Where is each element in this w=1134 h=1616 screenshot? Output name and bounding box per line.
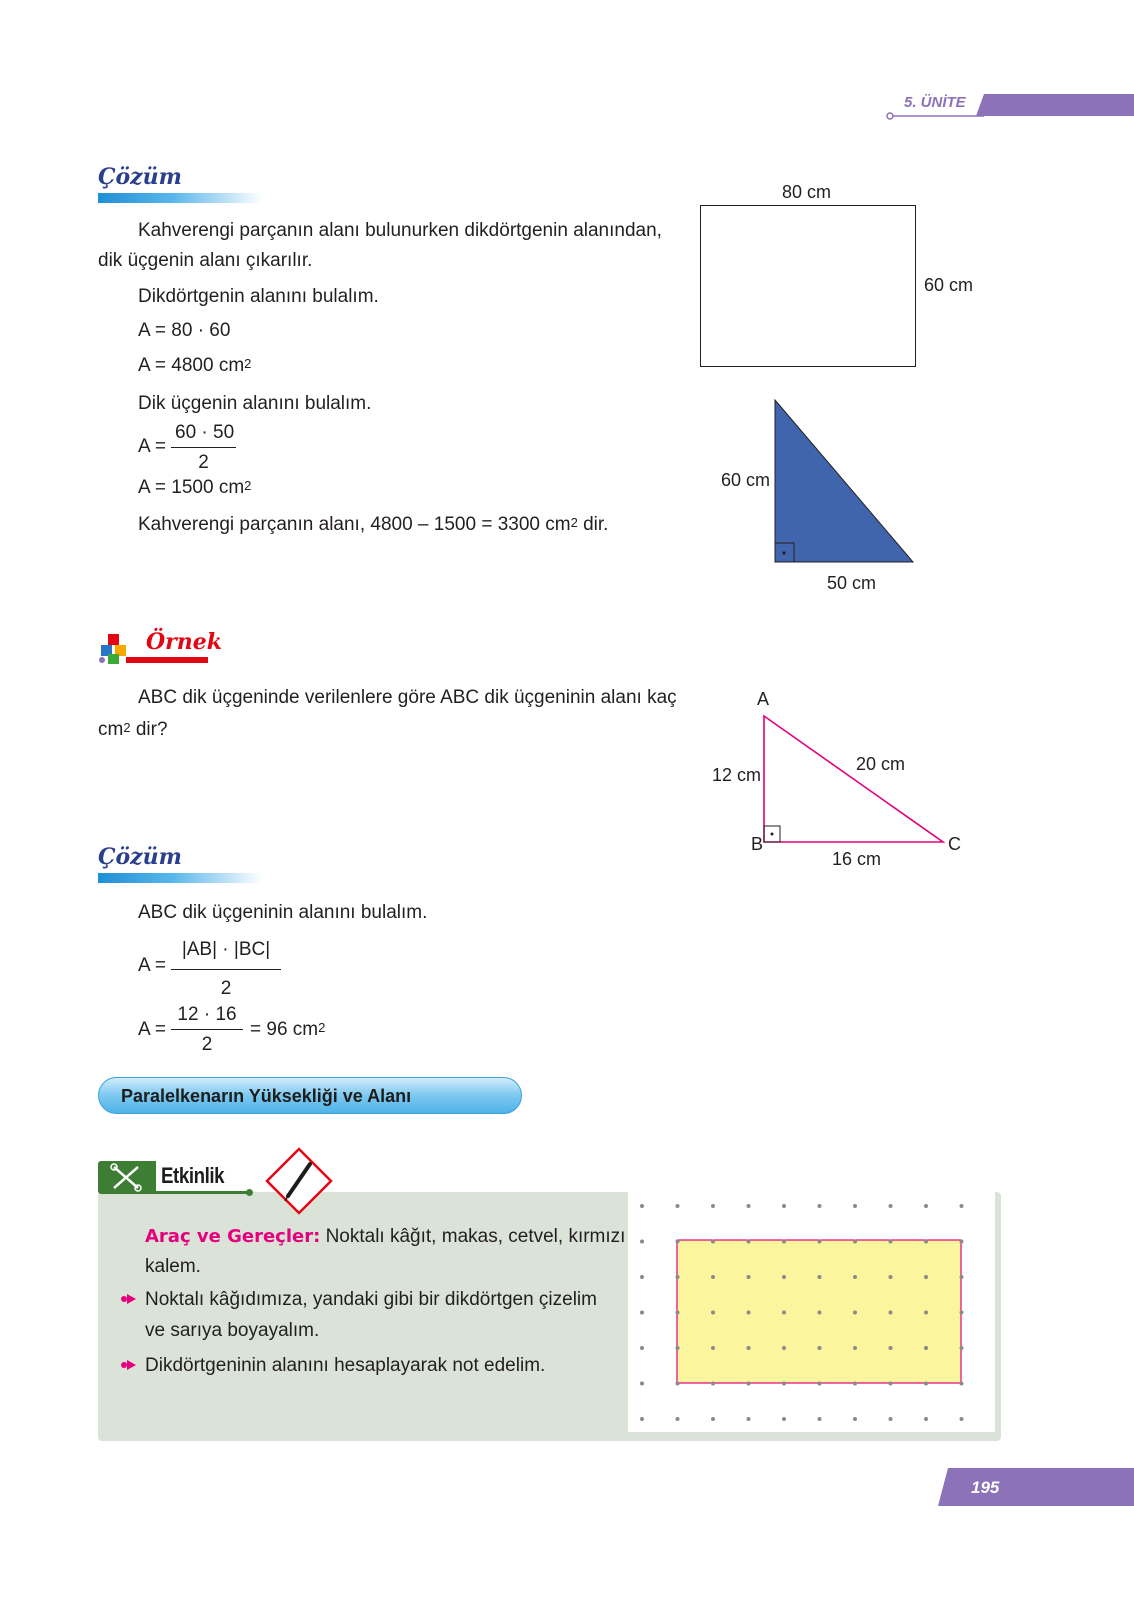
grid-dot — [747, 1346, 751, 1350]
grid-dot — [640, 1382, 644, 1386]
solution2-heading-underline — [98, 873, 263, 883]
solution-heading-underline — [98, 193, 263, 203]
tools-icon — [98, 1161, 156, 1194]
grid-dot — [924, 1204, 928, 1208]
grid-dot — [924, 1240, 928, 1244]
grid-dot — [889, 1382, 893, 1386]
grid-dot — [640, 1346, 644, 1350]
grid-dot — [676, 1240, 680, 1244]
grid-dot — [889, 1417, 893, 1421]
page-number: 195 — [971, 1478, 1000, 1497]
solution1-intro-line2: dik üçgenin alanı çıkarılır. — [98, 250, 313, 271]
fraction-numerator: 60 · 50 — [171, 422, 236, 448]
abc-triangle — [760, 712, 960, 852]
grid-dot — [676, 1275, 680, 1279]
tri1-height-label: 60 cm — [721, 470, 771, 490]
right-angle-dot — [782, 551, 785, 554]
solution1-eq3-lhs: A = — [138, 436, 166, 457]
grid-dot — [853, 1311, 857, 1315]
activity-badge-dot — [246, 1189, 253, 1196]
rect-height-label: 60 cm — [924, 275, 974, 295]
grid-dot — [924, 1311, 928, 1315]
solution1-step2: Dik üçgenin alanını bulalım. — [138, 393, 372, 414]
fraction-numerator: 12 · 16 — [171, 1004, 243, 1030]
grid-dot — [960, 1311, 964, 1315]
grid-dot — [818, 1204, 822, 1208]
solution2-eq1-lhs: A = — [138, 955, 166, 976]
grid-dot — [711, 1417, 715, 1421]
rect-width-label: 80 cm — [782, 182, 832, 202]
abc-triangle-outline — [764, 716, 943, 842]
vertex-a-label: A — [757, 689, 770, 709]
grid-dot — [640, 1417, 644, 1421]
grid-dot — [782, 1382, 786, 1386]
grid-dot — [782, 1240, 786, 1244]
solution2-eq2-lhs: A = — [138, 1019, 166, 1040]
solution1-result: Kahverengi parçanın alanı, 4800 – 1500 = 3300 $cm^2$ dir. — [138, 514, 609, 535]
solution2-eq2-rhs: = 96 $cm^2$ — [250, 1019, 326, 1040]
grid-dot — [853, 1204, 857, 1208]
tri1-base-label: 50 cm — [827, 573, 877, 593]
grid-dot — [747, 1417, 751, 1421]
grid-dot — [889, 1204, 893, 1208]
solution1-eq1: A = 80 · 60 — [138, 320, 231, 341]
grid-dot — [853, 1275, 857, 1279]
unit-tab — [884, 90, 1134, 120]
page-tab-shape — [938, 1468, 1134, 1506]
grid-dot — [960, 1382, 964, 1386]
example-question-line1: ABC dik üçgeninde verilenlere göre ABC dik üçgeninin alanı kaç — [138, 687, 677, 708]
grid-dot — [960, 1417, 964, 1421]
right-angle-dot — [771, 833, 774, 836]
vertex-b-label: B — [751, 834, 764, 854]
dot-paper — [628, 1192, 995, 1432]
grid-dot — [711, 1275, 715, 1279]
fraction-denominator: 2 — [220, 978, 232, 999]
grid-dot — [711, 1311, 715, 1315]
side-ab-label: 12 cm — [712, 765, 762, 785]
grid-dot — [853, 1346, 857, 1350]
activity-badge-icon-box — [98, 1161, 156, 1194]
example-heading-underline — [126, 657, 208, 663]
activity-badge-underline — [156, 1191, 250, 1194]
grid-dot — [747, 1382, 751, 1386]
grid-dot — [640, 1311, 644, 1315]
example-question-line2: $cm^2$ dir? — [98, 719, 168, 740]
solution1-eq2: A = 4800 $cm^2$ — [138, 355, 252, 376]
rectangle-figure — [700, 205, 916, 367]
side-ac-label: 20 cm — [856, 754, 906, 774]
bullet-arrow-icon — [120, 1359, 138, 1371]
grid-dot — [782, 1275, 786, 1279]
grid-dot — [747, 1311, 751, 1315]
grid-dot — [924, 1382, 928, 1386]
solution1-intro-line1: Kahverengi parçanın alanı bulunurken dikdörtgenin alanından, — [138, 220, 662, 241]
solution2-step: ABC dik üçgeninin alanını bulalım. — [138, 902, 428, 923]
grid-dot — [747, 1275, 751, 1279]
pen-warning-icon — [264, 1146, 334, 1216]
grid-dot — [889, 1275, 893, 1279]
bullet1-line2: ve sarıya boyayalım. — [145, 1320, 320, 1341]
solution-heading: Çözüm — [98, 164, 182, 190]
right-triangle-blue — [770, 395, 920, 570]
grid-dot — [747, 1204, 751, 1208]
section-title: Paralelkenarın Yüksekliği ve Alanı — [121, 1086, 412, 1106]
grid-dot — [782, 1346, 786, 1350]
fraction-denominator: 2 — [201, 1034, 213, 1055]
grid-dot — [711, 1204, 715, 1208]
grid-dot — [711, 1382, 715, 1386]
solution1-eq3-fraction — [171, 422, 236, 474]
tools-text: Noktalı kâğıt, makas, cetvel, kırmızı — [325, 1226, 626, 1247]
bullet2: Dikdörtgeninin alanını hesaplayarak not edelim. — [145, 1355, 546, 1376]
grid-dot — [924, 1275, 928, 1279]
solution2-eq1-fraction — [171, 939, 281, 1000]
grid-dot — [640, 1204, 644, 1208]
triangle-fill — [775, 400, 913, 562]
activity-badge: Etkinlik — [161, 1163, 225, 1188]
grid-dot — [676, 1417, 680, 1421]
grid-dot — [960, 1275, 964, 1279]
unit-label: 5. ÜNİTE — [904, 94, 966, 111]
grid-dot — [676, 1382, 680, 1386]
grid-dot — [640, 1275, 644, 1279]
grid-dot — [924, 1346, 928, 1350]
grid-dot — [889, 1346, 893, 1350]
bullet-arrow-icon — [120, 1293, 138, 1305]
solution1-step1: Dikdörtgenin alanını bulalım. — [138, 286, 379, 307]
grid-dot — [676, 1204, 680, 1208]
grid-dot — [676, 1311, 680, 1315]
grid-dot — [711, 1346, 715, 1350]
side-bc-label: 16 cm — [832, 849, 882, 869]
grid-dot — [676, 1346, 680, 1350]
solution2-heading: Çözüm — [98, 844, 182, 870]
grid-dot — [889, 1311, 893, 1315]
grid-dot — [818, 1382, 822, 1386]
section-banner — [98, 1077, 522, 1114]
grid-dot — [818, 1240, 822, 1244]
fraction-denominator: 2 — [198, 452, 209, 473]
grid-dot — [818, 1417, 822, 1421]
grid-dot — [853, 1417, 857, 1421]
solution2-eq2-fraction — [171, 1004, 243, 1056]
grid-dot — [853, 1240, 857, 1244]
grid-dot — [960, 1240, 964, 1244]
solution1-eq4: A = 1500 $cm^2$ — [138, 477, 252, 498]
grid-dot — [960, 1204, 964, 1208]
grid-dot — [640, 1240, 644, 1244]
grid-dot — [818, 1346, 822, 1350]
fraction-numerator: |AB| · |BC| — [171, 939, 281, 970]
grid-dot — [782, 1417, 786, 1421]
grid-dot — [711, 1240, 715, 1244]
grid-dot — [782, 1311, 786, 1315]
grid-dot — [889, 1240, 893, 1244]
grid-dot — [747, 1240, 751, 1244]
grid-dot — [782, 1204, 786, 1208]
grid-dot — [924, 1417, 928, 1421]
example-heading: Örnek — [146, 629, 222, 655]
grid-dot — [818, 1275, 822, 1279]
grid-dot — [853, 1382, 857, 1386]
page-number-tab — [938, 1468, 1134, 1506]
grid-dot — [818, 1311, 822, 1315]
grid-dot — [960, 1346, 964, 1350]
tools-line — [145, 1226, 625, 1248]
bullet1-line1: Noktalı kâğıdımıza, yandaki gibi bir dikdörtgen çizelim — [145, 1289, 597, 1310]
tools-label: Araç ve Gereçler: — [145, 1226, 321, 1247]
vertex-c-label: C — [948, 834, 961, 854]
tools-line2: kalem. — [145, 1256, 201, 1277]
